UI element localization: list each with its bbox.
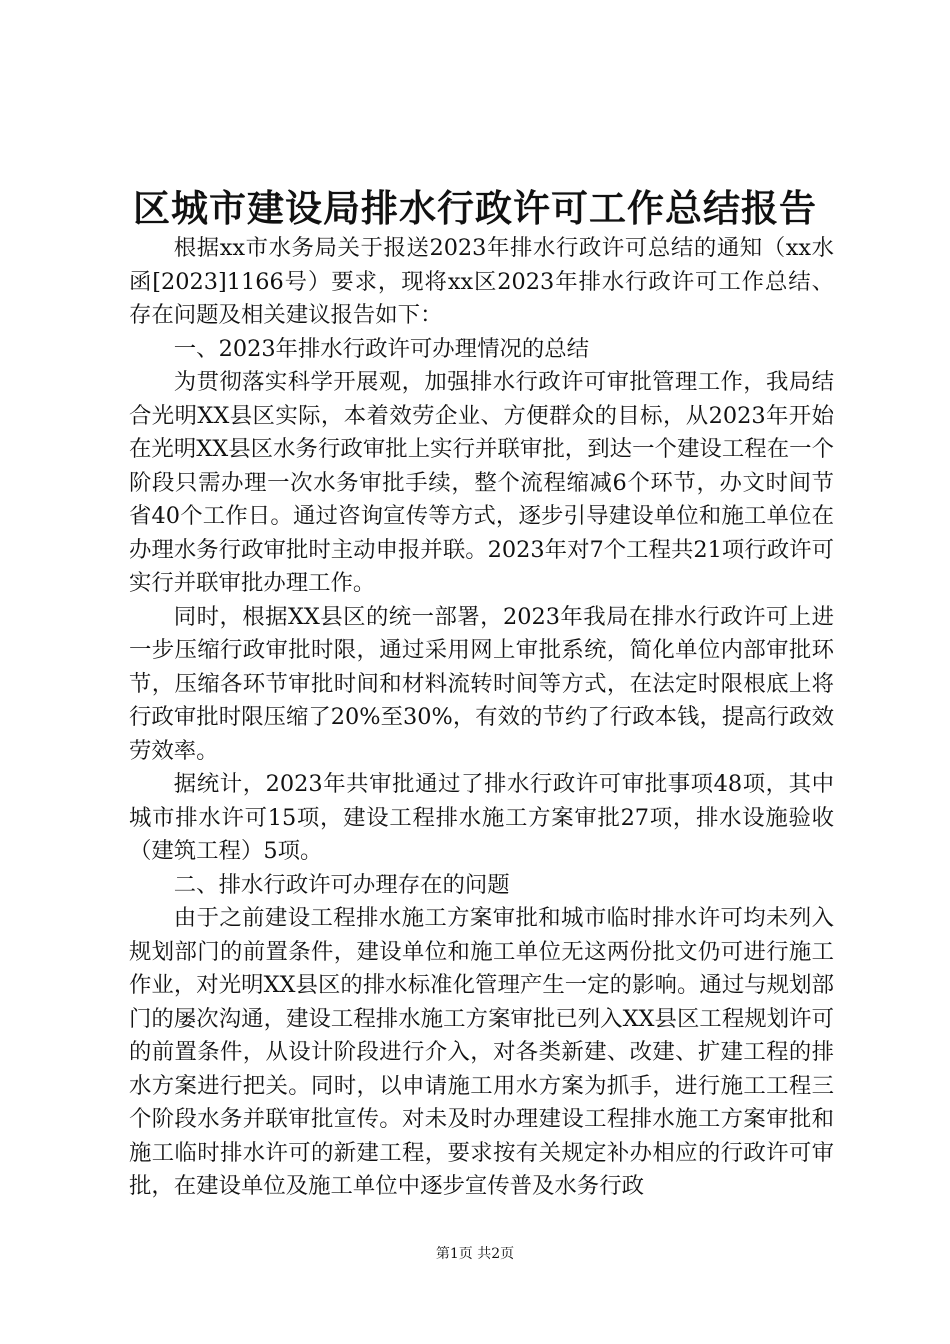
section-heading-2: 二、排水行政许可办理存在的问题 xyxy=(173,871,510,898)
page-footer: 第1页 共2页 xyxy=(435,1246,515,1262)
statistics-paragraph: 据统计，2023年共审批通过了排水行政许可审批事项48项，其中城市排水许可15项，建设工程排水施工方案审批27项，排水设施验收（建筑工程）5项。 xyxy=(129,771,834,864)
summary-paragraph-2: 同时，根据XX县区的统一部署，2023年我局在排水行政许可上进一步压缩行政审批时限，通过采用网上审批系统，简化单位内部审批环节，压缩各环节审批时间和材料流转时间等方式，在法定时限根底上将行政审批时限压缩了20%至30%，有效的节约了行政本钱，提高行政效劳效率。 xyxy=(129,603,834,764)
problems-paragraph: 由于之前建设工程排水施工方案审批和城市临时排水许可均未列入规划部门的前置条件，建设单位和施工单位无这两份批文仍可进行施工作业，对光明XX县区的排水标准化管理产生一定的影响。通过与规划部门的屡次沟通，建设工程排水施工方案审批已列入XX县区工程规划许可的前置条件，从设计阶段进行介入，对各类新建、改建、扩建工程的排水方案进行把关。同时，以申请施工用水方案为抓手，进行施工工程三个阶段水务并联审批宣传。对未及时办理建设工程排水施工方案审批和施工临时排水许可的新建工程，要求按有关规定补办相应的行政许可审批，在建设单位及施工单位中逐步宣传普及水务行政 xyxy=(129,905,834,1199)
intro-paragraph: 根据xx市水务局关于报送2023年排水行政许可总结的通知（xx水函[2023]1166号）要求，现将xx区2023年排水行政许可工作总结、存在问题及相关建议报告如下： xyxy=(129,235,834,328)
summary-paragraph-1: 为贯彻落实科学开展观，加强排水行政许可审批管理工作，我局结合光明XX县区实际，本着效劳企业、方便群众的目标，从2023年开始在光明XX县区水务行政审批上实行并联审批，到达一个建设工程在一个阶段只需办理一次水务审批手续，整个流程缩减6个环节，办文时间节省40个工作日。通过咨询宣传等方式，逐步引导建设单位和施工单位在办理水务行政审批时主动申报并联。2023年对7个工程共21项行政许可实行并联审批办理工作。 xyxy=(129,369,834,596)
document-body xyxy=(129,232,834,1204)
section-heading-1: 一、2023年排水行政许可办理情况的总结 xyxy=(173,335,590,362)
document-title: 区城市建设局排水行政许可工作总结报告 xyxy=(133,186,817,230)
